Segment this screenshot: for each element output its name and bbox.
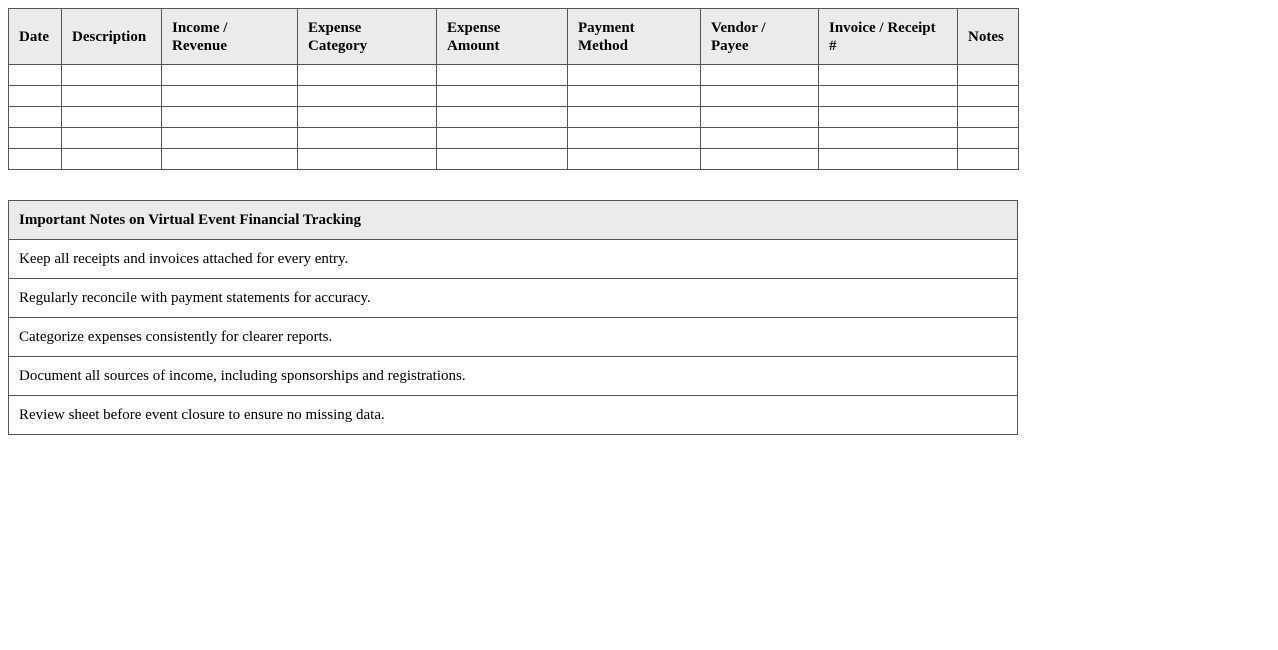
- table-cell[interactable]: [958, 65, 1019, 86]
- table-cell[interactable]: [568, 128, 701, 149]
- table-cell[interactable]: [701, 128, 819, 149]
- table-cell[interactable]: [437, 65, 568, 86]
- column-header: [437, 9, 568, 65]
- notes-header-row: [9, 201, 1018, 240]
- table-cell[interactable]: [437, 86, 568, 107]
- table-cell[interactable]: [819, 128, 958, 149]
- table-row: [9, 128, 1019, 149]
- column-header-text: Method: [578, 37, 628, 54]
- table-row: [9, 107, 1019, 128]
- table-cell[interactable]: [819, 65, 958, 86]
- column-header-text: Notes: [968, 28, 1004, 45]
- table-cell[interactable]: [701, 65, 819, 86]
- table-cell[interactable]: [298, 86, 437, 107]
- column-header-text: Income /: [172, 19, 228, 36]
- table-cell[interactable]: [298, 107, 437, 128]
- column-header-text: Payment: [578, 19, 635, 36]
- table-cell[interactable]: [437, 149, 568, 170]
- note-text: Regularly reconcile with payment statements for accuracy.: [9, 279, 1018, 318]
- table-cell[interactable]: [162, 149, 298, 170]
- table-cell[interactable]: [9, 149, 62, 170]
- notes-title: Important Notes on Virtual Event Financial Tracking: [9, 201, 1018, 240]
- column-header: [62, 9, 162, 65]
- column-header-text: Amount: [447, 37, 500, 54]
- table-cell[interactable]: [568, 86, 701, 107]
- column-header-text: Description: [72, 28, 147, 45]
- column-header-text: Expense: [447, 19, 501, 36]
- column-header: [958, 9, 1019, 65]
- column-header: [568, 9, 701, 65]
- table-cell[interactable]: [568, 149, 701, 170]
- column-header: [298, 9, 437, 65]
- table-cell[interactable]: [9, 65, 62, 86]
- ledger-body: [9, 65, 1019, 170]
- table-cell[interactable]: [62, 149, 162, 170]
- table-cell[interactable]: [958, 86, 1019, 107]
- table-row: [9, 65, 1019, 86]
- table-cell[interactable]: [298, 149, 437, 170]
- note-row: [9, 279, 1018, 318]
- table-cell[interactable]: [298, 65, 437, 86]
- table-cell[interactable]: [701, 86, 819, 107]
- table-cell[interactable]: [568, 65, 701, 86]
- notes-table: [8, 200, 1018, 435]
- table-cell[interactable]: [958, 107, 1019, 128]
- column-header-text: Expense: [308, 19, 362, 36]
- table-cell[interactable]: [437, 107, 568, 128]
- table-cell[interactable]: [819, 149, 958, 170]
- table-row: [9, 86, 1019, 107]
- column-header-text: #: [829, 37, 837, 54]
- ledger-table: [8, 8, 1019, 170]
- note-text: Review sheet before event closure to ensure no missing data.: [9, 396, 1018, 435]
- column-header: [162, 9, 298, 65]
- table-cell[interactable]: [568, 107, 701, 128]
- note-text: Keep all receipts and invoices attached for every entry.: [9, 240, 1018, 279]
- table-cell[interactable]: [701, 149, 819, 170]
- column-header-text: Vendor /: [711, 19, 766, 36]
- column-header-text: Invoice / Receipt: [829, 19, 936, 36]
- ledger-header-row: [9, 9, 1019, 65]
- table-cell[interactable]: [9, 107, 62, 128]
- note-row: [9, 318, 1018, 357]
- table-cell[interactable]: [62, 65, 162, 86]
- column-header-text: Category: [308, 37, 368, 54]
- column-header: [9, 9, 62, 65]
- table-cell[interactable]: [162, 128, 298, 149]
- table-cell[interactable]: [62, 86, 162, 107]
- table-cell[interactable]: [162, 107, 298, 128]
- document: [8, 8, 1018, 435]
- table-row: [9, 149, 1019, 170]
- table-cell[interactable]: [62, 107, 162, 128]
- table-cell[interactable]: [819, 107, 958, 128]
- table-cell[interactable]: [9, 86, 62, 107]
- note-text: Categorize expenses consistently for clearer reports.: [9, 318, 1018, 357]
- column-header: [819, 9, 958, 65]
- column-header-text: Payee: [711, 37, 749, 54]
- table-cell[interactable]: [298, 128, 437, 149]
- column-header-text: Revenue: [172, 37, 227, 54]
- table-cell[interactable]: [958, 128, 1019, 149]
- note-text: Document all sources of income, including sponsorships and registrations.: [9, 357, 1018, 396]
- table-cell[interactable]: [162, 86, 298, 107]
- note-row: [9, 240, 1018, 279]
- table-cell[interactable]: [819, 86, 958, 107]
- table-cell[interactable]: [958, 149, 1019, 170]
- table-cell[interactable]: [9, 128, 62, 149]
- note-row: [9, 357, 1018, 396]
- column-header-text: Date: [19, 28, 49, 45]
- table-cell[interactable]: [437, 128, 568, 149]
- table-cell[interactable]: [701, 107, 819, 128]
- note-row: [9, 396, 1018, 435]
- table-cell[interactable]: [62, 128, 162, 149]
- notes-body: [9, 240, 1018, 435]
- column-header: [701, 9, 819, 65]
- table-cell[interactable]: [162, 65, 298, 86]
